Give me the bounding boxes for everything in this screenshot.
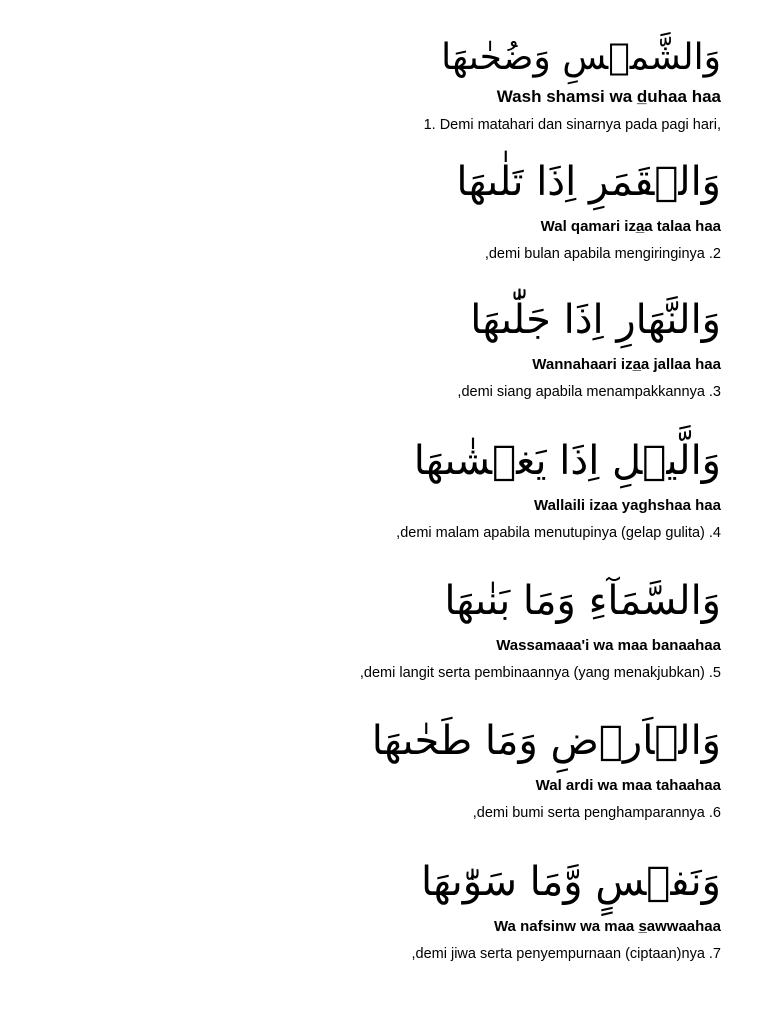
verse-translation: ,demi langit serta pembinaannya (yang menakjubkan) .5	[359, 665, 721, 681]
verse-arabic: وَالشَّمۡسِ وَضُحٰٮهَا	[441, 37, 721, 78]
verse-arabic: وَالسَّمَآءِ وَمَا بَنٰٮهَا	[444, 578, 721, 624]
verse-arabic: وَالنَّهَارِ اِذَا جَلّٰٮهَا	[470, 297, 721, 343]
verse-4	[21, 438, 721, 541]
verse-transliteration: Wal qamari iza̲a talaa haa	[540, 218, 721, 235]
verse-transliteration: Wallaili izaa yaghshaa haa	[533, 497, 721, 514]
verse-translation: ,demi bumi serta penghamparannya .6	[472, 805, 721, 821]
verse-7	[21, 859, 721, 962]
verse-1	[21, 37, 721, 133]
verse-6	[21, 718, 721, 821]
verse-3	[21, 297, 721, 400]
verse-transliteration: Wannahaari iza̲a jallaa haa	[532, 356, 721, 373]
verse-translation: ,demi malam apabila menutupinya (gelap gulita) .4	[396, 525, 721, 541]
verse-arabic: وَالَّيۡلِ اِذَا يَغۡشٰٮهَا	[413, 438, 721, 484]
verse-transliteration: Wassamaaa'i wa maa banaahaa	[496, 637, 721, 654]
verse-arabic: وَنَفۡسٍ وَّمَا سَوّٰٮهَا	[421, 859, 721, 905]
verse-translation: ,demi siang apabila menampakkannya .3	[457, 384, 721, 400]
verse-translation: ,demi bulan apabila mengiringinya .2	[484, 246, 721, 262]
verse-translation: ,demi jiwa serta penyempurnaan (ciptaan)nya .7	[411, 946, 721, 962]
verse-arabic: وَالۡاَرۡضِ وَمَا طَحٰٮهَا	[371, 718, 721, 764]
verse-2	[21, 159, 721, 262]
verse-transliteration: Wal ardi wa maa tahaahaa	[535, 777, 721, 794]
verse-arabic: وَالۡقَمَرِ اِذَا تَلٰٮهَا	[456, 159, 721, 205]
verse-translation: 1. Demi matahari dan sinarnya pada pagi hari,	[423, 117, 721, 133]
verse-transliteration: Wash shamsi wa d̲uhaa haa	[496, 87, 721, 106]
verse-5	[21, 578, 721, 681]
verse-transliteration: Wa nafsinw wa maa s̲awwaahaa	[493, 918, 721, 935]
